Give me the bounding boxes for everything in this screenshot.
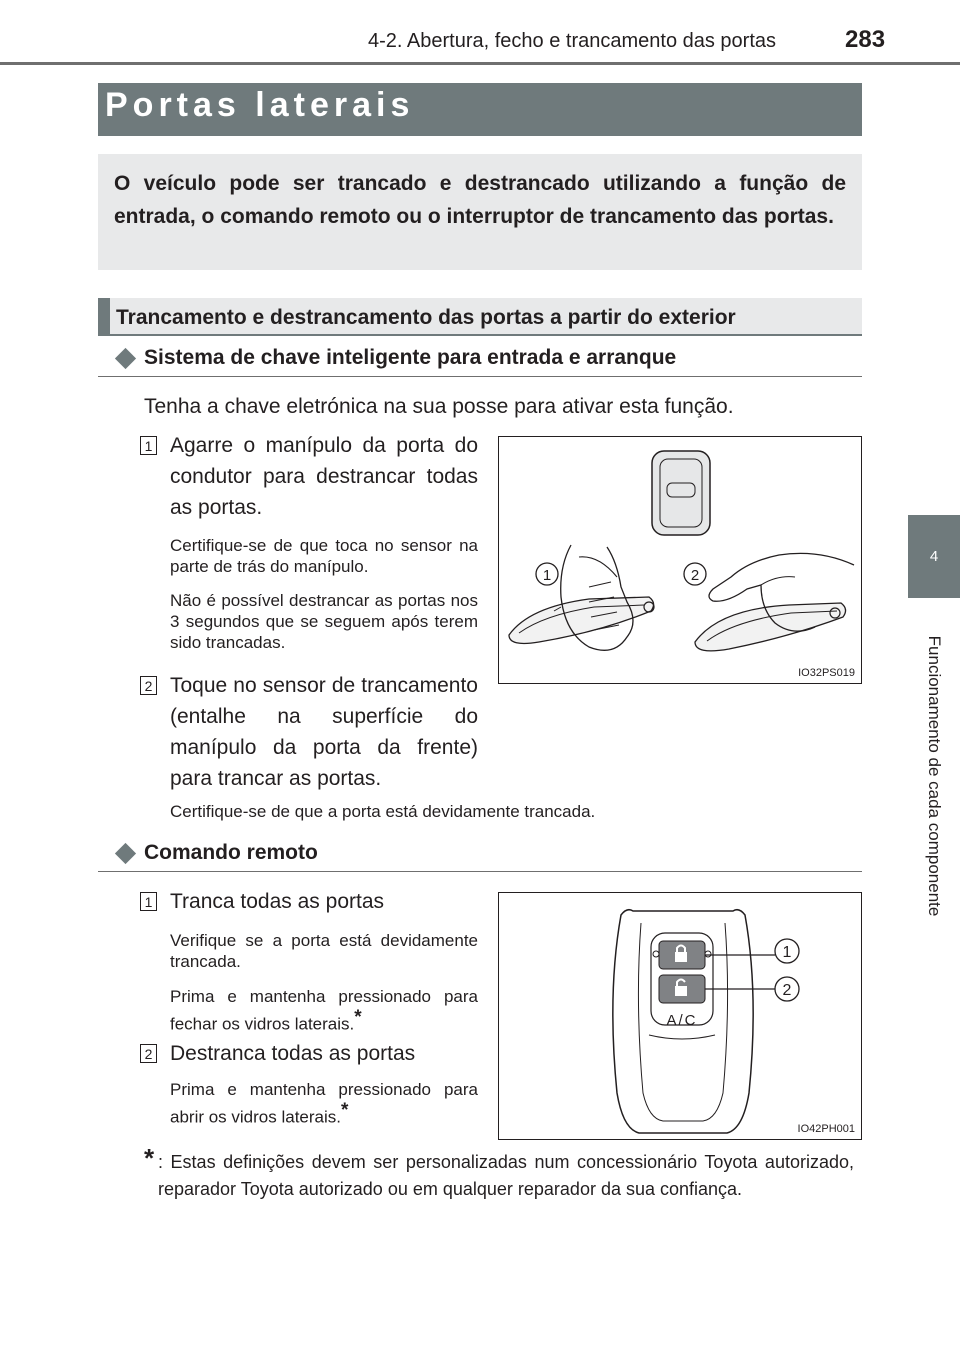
step-number: 1	[140, 892, 157, 911]
subsection-title-remote: Comando remoto	[144, 841, 318, 864]
callout-1: 1	[542, 567, 552, 584]
callout-2: 2	[782, 982, 792, 999]
step-note: Verifique se a porta está devidamente trancada.	[170, 931, 478, 971]
subsection-rule	[98, 376, 862, 377]
remote-key-illustration	[499, 893, 860, 1138]
chapter-title: Funcionamento de cada componente	[925, 635, 944, 917]
door-handle-figure	[498, 436, 862, 684]
step-note-wrap	[170, 986, 478, 1035]
step-note: Não é possível destrancar as portas nos 3 segundos que se seguem após terem sido trancadas.	[170, 591, 478, 652]
subsection-rule	[98, 871, 862, 872]
step-note: Prima e mantenha pressionado para abrir os vidros laterais.	[170, 1080, 478, 1127]
footnote-asterisk: *	[144, 1143, 155, 1173]
step-text: Agarre o manípulo da porta do condutor para destrancar todas as portas.	[170, 434, 478, 519]
callout-2: 2	[690, 567, 700, 584]
step-note: Certifique-se de que a porta está devidamente trancada.	[170, 802, 596, 821]
intro-box: O veículo pode ser trancado e destrancado utilizando a função de entrada, o comando remoto ou o interruptor de trancamento das portas.	[98, 154, 862, 270]
page-number: 283	[845, 26, 886, 53]
callout-1: 1	[782, 944, 792, 961]
asterisk-mark: *	[354, 1007, 362, 1028]
diamond-icon	[115, 843, 136, 864]
footnote-text: : Estas definições devem ser personalizadas num concessionário Toyota autorizado, reparador Toyota autorizado ou em qualquer reparador da sua confiança.	[158, 1152, 854, 1199]
door-handle-illustration	[499, 437, 860, 682]
subsection-title-smart-key: Sistema de chave inteligente para entrada e arranque	[144, 346, 677, 369]
step-text: Destranca todas as portas	[170, 1042, 416, 1065]
header-rule	[0, 62, 960, 65]
ac-button-label: A/C	[666, 1012, 698, 1029]
step-text: Toque no sensor de trancamento (entalhe na superfície do manípulo da porta da frente) para trancar as portas.	[170, 674, 478, 790]
chapter-label	[908, 606, 960, 946]
figure-code: IO42PH001	[797, 1123, 855, 1135]
smart-key-lead: Tenha a chave eletrónica na sua posse para ativar esta função.	[144, 395, 734, 418]
page-title: Portas laterais	[105, 86, 415, 124]
figure-code: IO32PS019	[798, 667, 855, 679]
step-note-wrap	[170, 1079, 478, 1128]
diamond-icon	[115, 348, 136, 369]
asterisk-mark: *	[341, 1100, 349, 1121]
remote-key-figure	[498, 892, 862, 1140]
step-note: Prima e mantenha pressionado para fechar os vidros laterais.	[170, 987, 478, 1034]
step-number: 1	[140, 436, 157, 455]
step-note: Certifique-se de que toca no sensor na parte de trás do manípulo.	[170, 536, 478, 576]
chapter-tab: 4	[908, 515, 960, 598]
step-number: 2	[140, 676, 157, 695]
step-number: 2	[140, 1044, 157, 1063]
step-text: Tranca todas as portas	[170, 890, 384, 913]
running-header: 4-2. Abertura, fecho e trancamento das portas	[368, 30, 777, 52]
section-title: Trancamento e destrancamento das portas a partir do exterior	[116, 306, 736, 329]
